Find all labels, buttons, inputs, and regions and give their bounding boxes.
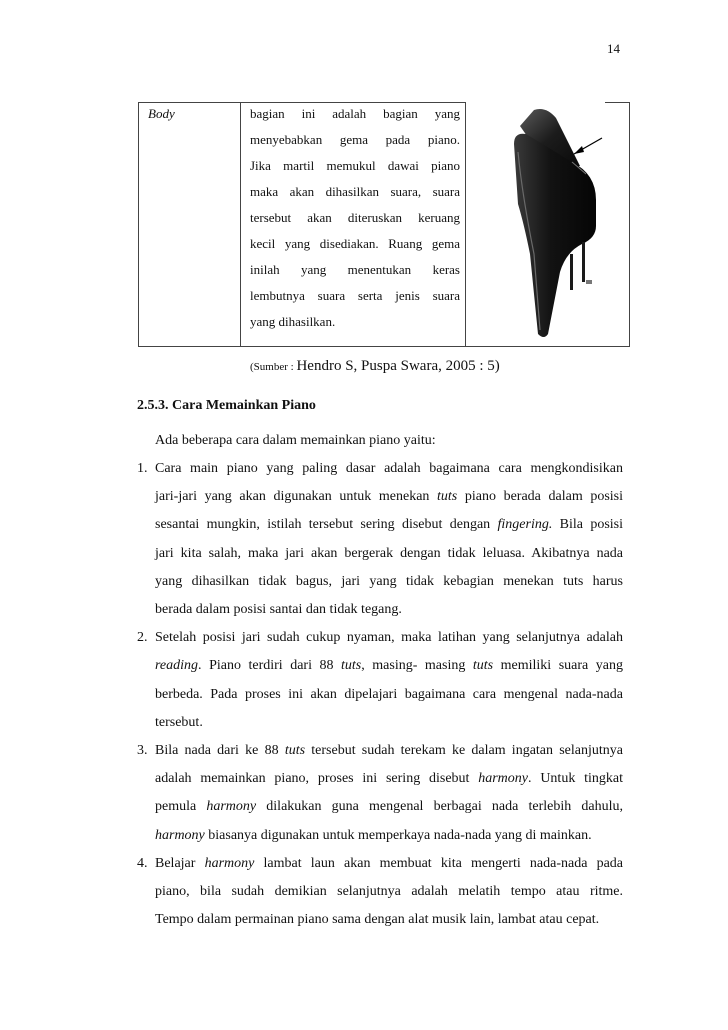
italic-term: harmony	[478, 771, 529, 787]
source-lead: (Sumber :	[250, 361, 297, 373]
list-item-line: sesantai mungkin, istilah tersebut sering disebut dengan fingering. Bila posisi	[155, 517, 623, 533]
description-line: inilah yang menentukan keras	[250, 262, 460, 277]
list-item-line: Tempo dalam permainan piano sama dengan alat musik lain, lambat atau cepat.	[155, 912, 600, 928]
list-item-number: 4.	[137, 855, 148, 871]
list-item-line: adalah memainkan piano, proses ini sering disebut harmony. Untuk tingkat	[155, 771, 623, 787]
piano-image	[474, 104, 624, 340]
table-column-divider	[240, 102, 241, 347]
table-border-top	[138, 102, 465, 103]
italic-term: tuts	[437, 489, 458, 505]
list-item-line: jari kita salah, maka jari akan bergerak dengan tidak leluasa. Akibatnya nada	[155, 545, 623, 561]
table-border-left	[138, 102, 139, 347]
description-line: tersebut akan diteruskan keruang	[250, 210, 460, 225]
description-line: bagian ini adalah bagian yang	[250, 106, 460, 121]
list-item-line: reading. Piano terdiri dari 88 tuts, masing- masing tuts memiliki suara yang	[155, 658, 623, 674]
table-border-top-right	[605, 102, 630, 103]
list-item-line: harmony biasanya digunakan untuk memperkaya nada-nada yang di mainkan.	[155, 827, 592, 843]
description-line: maka akan dihasilkan suara, suara	[250, 184, 460, 199]
italic-term: tuts	[472, 658, 494, 674]
italic-term: tuts	[341, 658, 362, 674]
list-item-line: Setelah posisi jari sudah cukup nyaman, maka latihan yang selanjutnya adalah	[155, 630, 623, 646]
italic-term: harmony	[155, 827, 205, 843]
italic-term: harmony	[204, 855, 255, 871]
list-item-line: berbeda. Pada proses ini akan dipelajari bagaimana cara mengenal nada-nada	[155, 686, 623, 702]
italic-term: fingering.	[497, 517, 553, 533]
italic-term: tuts	[284, 743, 306, 758]
table-source-caption	[250, 358, 500, 375]
section-intro: Ada beberapa cara dalam memainkan piano yaitu:	[155, 433, 436, 448]
description-line: menyebabkan gema pada piano.	[250, 132, 460, 147]
page-number: 14	[607, 41, 620, 56]
list-item-line: piano, bila sudah demikian selanjutnya adalah melatih tempo atau ritme.	[155, 884, 623, 899]
list-item-line: yang dihasilkan tidak bagus, jari yang tidak kebagian menekan tuts harus	[155, 573, 623, 589]
description-line: yang dihasilkan.	[250, 314, 336, 329]
list-item-line: tersebut.	[155, 714, 203, 730]
list-item-line: jari-jari yang akan digunakan untuk menekan tuts piano berada dalam posisi	[155, 489, 623, 505]
table-term: Body	[148, 106, 175, 121]
list-item-number: 3.	[137, 743, 148, 758]
list-item-line: berada dalam posisi santai dan tidak tegang.	[155, 602, 402, 617]
list-item-line: Bila nada dari ke 88 tuts tersebut sudah terekam ke dalam ingatan selanjutnya	[155, 743, 623, 758]
section-heading: 2.5.3. Cara Memainkan Piano	[137, 398, 316, 413]
table-border-bottom	[138, 346, 630, 347]
list-item-line: Belajar harmony lambat laun akan membuat kita mengerti nada-nada pada	[155, 855, 624, 871]
source-text: Hendro S, Puspa Swara, 2005 : 5)	[296, 358, 500, 374]
grand-piano-icon	[474, 104, 624, 340]
table-border-right	[629, 102, 630, 347]
italic-term: reading	[155, 658, 199, 674]
description-line: kecil yang disediakan. Ruang gema	[250, 236, 460, 251]
table-column-divider	[465, 102, 466, 347]
italic-term: harmony	[206, 799, 257, 815]
description-line: Jika martil memukul dawai piano	[250, 158, 460, 173]
description-line: lembutnya suara serta jenis suara	[250, 288, 460, 303]
list-item-number: 2.	[137, 630, 148, 646]
list-item-number: 1.	[137, 461, 148, 476]
list-item-line: pemula harmony dilakukan guna mengenal berbagai nada terlebih dahulu,	[155, 799, 623, 815]
list-item-line: Cara main piano yang paling dasar adalah bagaimana cara mengkondisikan	[155, 461, 623, 476]
